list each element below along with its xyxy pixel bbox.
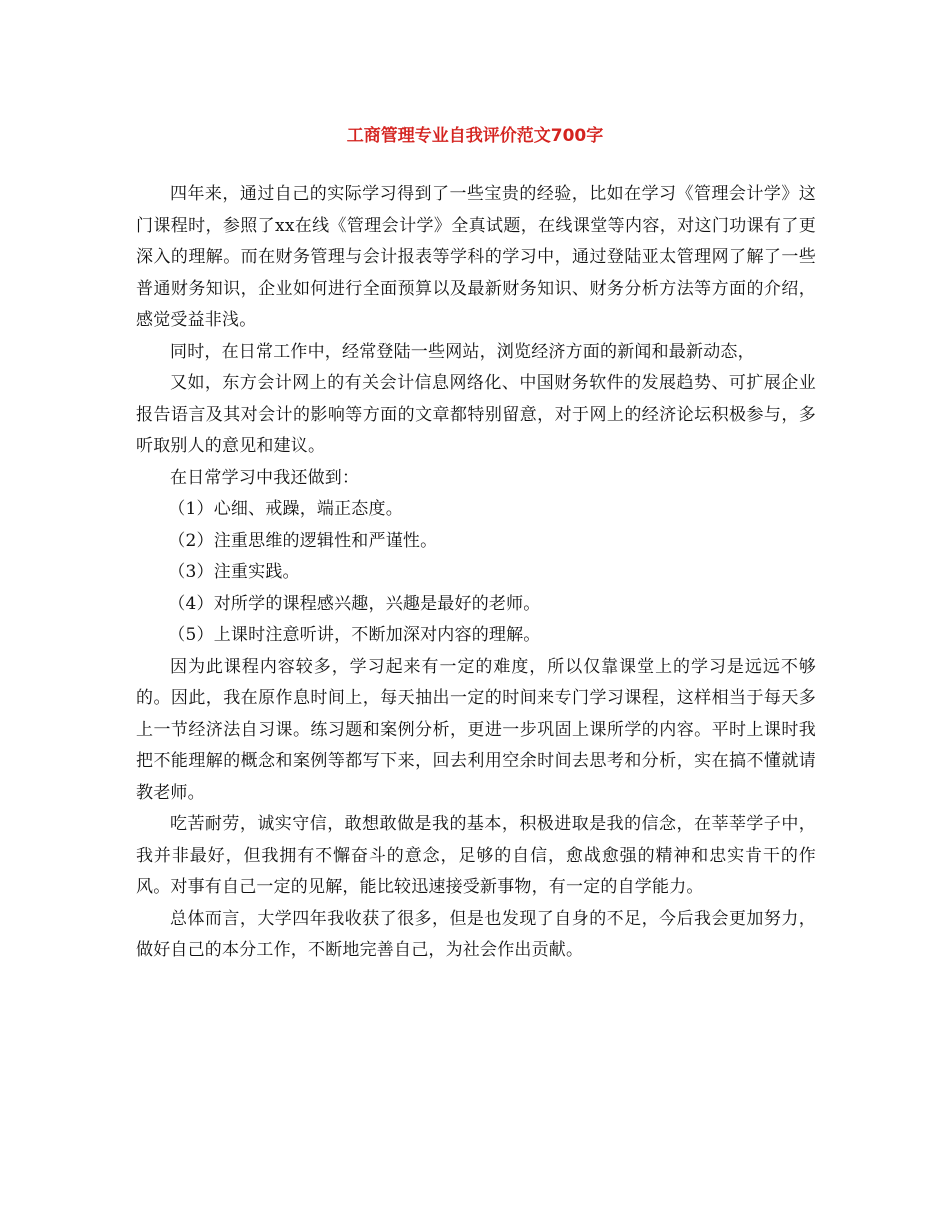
paragraph-study-habits-intro: 在日常学习中我还做到： <box>170 467 360 488</box>
paragraph-conclusion: 总体而言，大学四年我收获了很多，但是也发现了自身的不足，今后我会更加努力，做好自己的本分工作，不断地完善自己，为社会作出贡献。 <box>136 908 816 960</box>
list-item-2: （2）注重思维的逻辑性和严谨性。 <box>168 530 438 551</box>
list-item-5: （5）上课时注意听讲，不断加深对内容的理解。 <box>168 625 541 645</box>
paragraph-character: 吃苦耐劳，诚实守信，敢想敢做是我的基本，积极进取是我的信念，在莘莘学子中，我并非最好，但我拥有不懈奋斗的意念，足够的自信，愈战愈强的精神和忠实肯干的作风。对事有自己一定的见解，能比较迅速接受新事物，有一定的自学能力。 <box>136 814 816 897</box>
paragraph-extra-study: 因为此课程内容较多，学习起来有一定的难度，所以仅靠课堂上的学习是远远不够的。因此，我在原作息时间上，每天抽出一定的时间来专门学习课程，这样相当于每天多上一节经济法自习课。练习题和案例分析，更进一步巩固上课所学的内容。平时上课时我把不能理解的概念和案例等都写下来，回去利用空余时间去思考和分析，实在搞不懂就请教老师。 <box>136 656 816 803</box>
document-body <box>136 179 816 967</box>
list-item-4: （4）对所学的课程感兴趣，兴趣是最好的老师。 <box>168 593 541 614</box>
paragraph-daily-work: 同时，在日常工作中，经常登陆一些网站，浏览经济方面的新闻和最新动态， <box>170 341 755 362</box>
paragraph-accounting-sites: 又如，东方会计网上的有关会计信息网络化、中国财务软件的发展趋势、可扩展企业报告语言及其对会计的影响等方面的文章都特别留意，对于网上的经济论坛积极参与，多听取别人的意见和建议。 <box>136 373 816 456</box>
paragraph-study-experience: 四年来，通过自己的实际学习得到了一些宝贵的经验，比如在学习《管理会计学》这门课程时，参照了xx在线《管理会计学》全真试题，在线课堂等内容，对这门功课有了更深入的理解。而在财务管理与会计报表等学科的学习中，通过登陆亚太管理网了解了一些普通财务知识，企业如何进行全面预算以及最新财务知识、财务分析方法等方面的介绍，感觉受益非浅。 <box>136 184 816 330</box>
list-item-3: （3）注重实践。 <box>168 562 300 582</box>
document-title: 工商管理专业自我评价范文700字 <box>346 126 604 146</box>
list-item-1: （1）心细、戒躁，端正态度。 <box>168 499 403 519</box>
